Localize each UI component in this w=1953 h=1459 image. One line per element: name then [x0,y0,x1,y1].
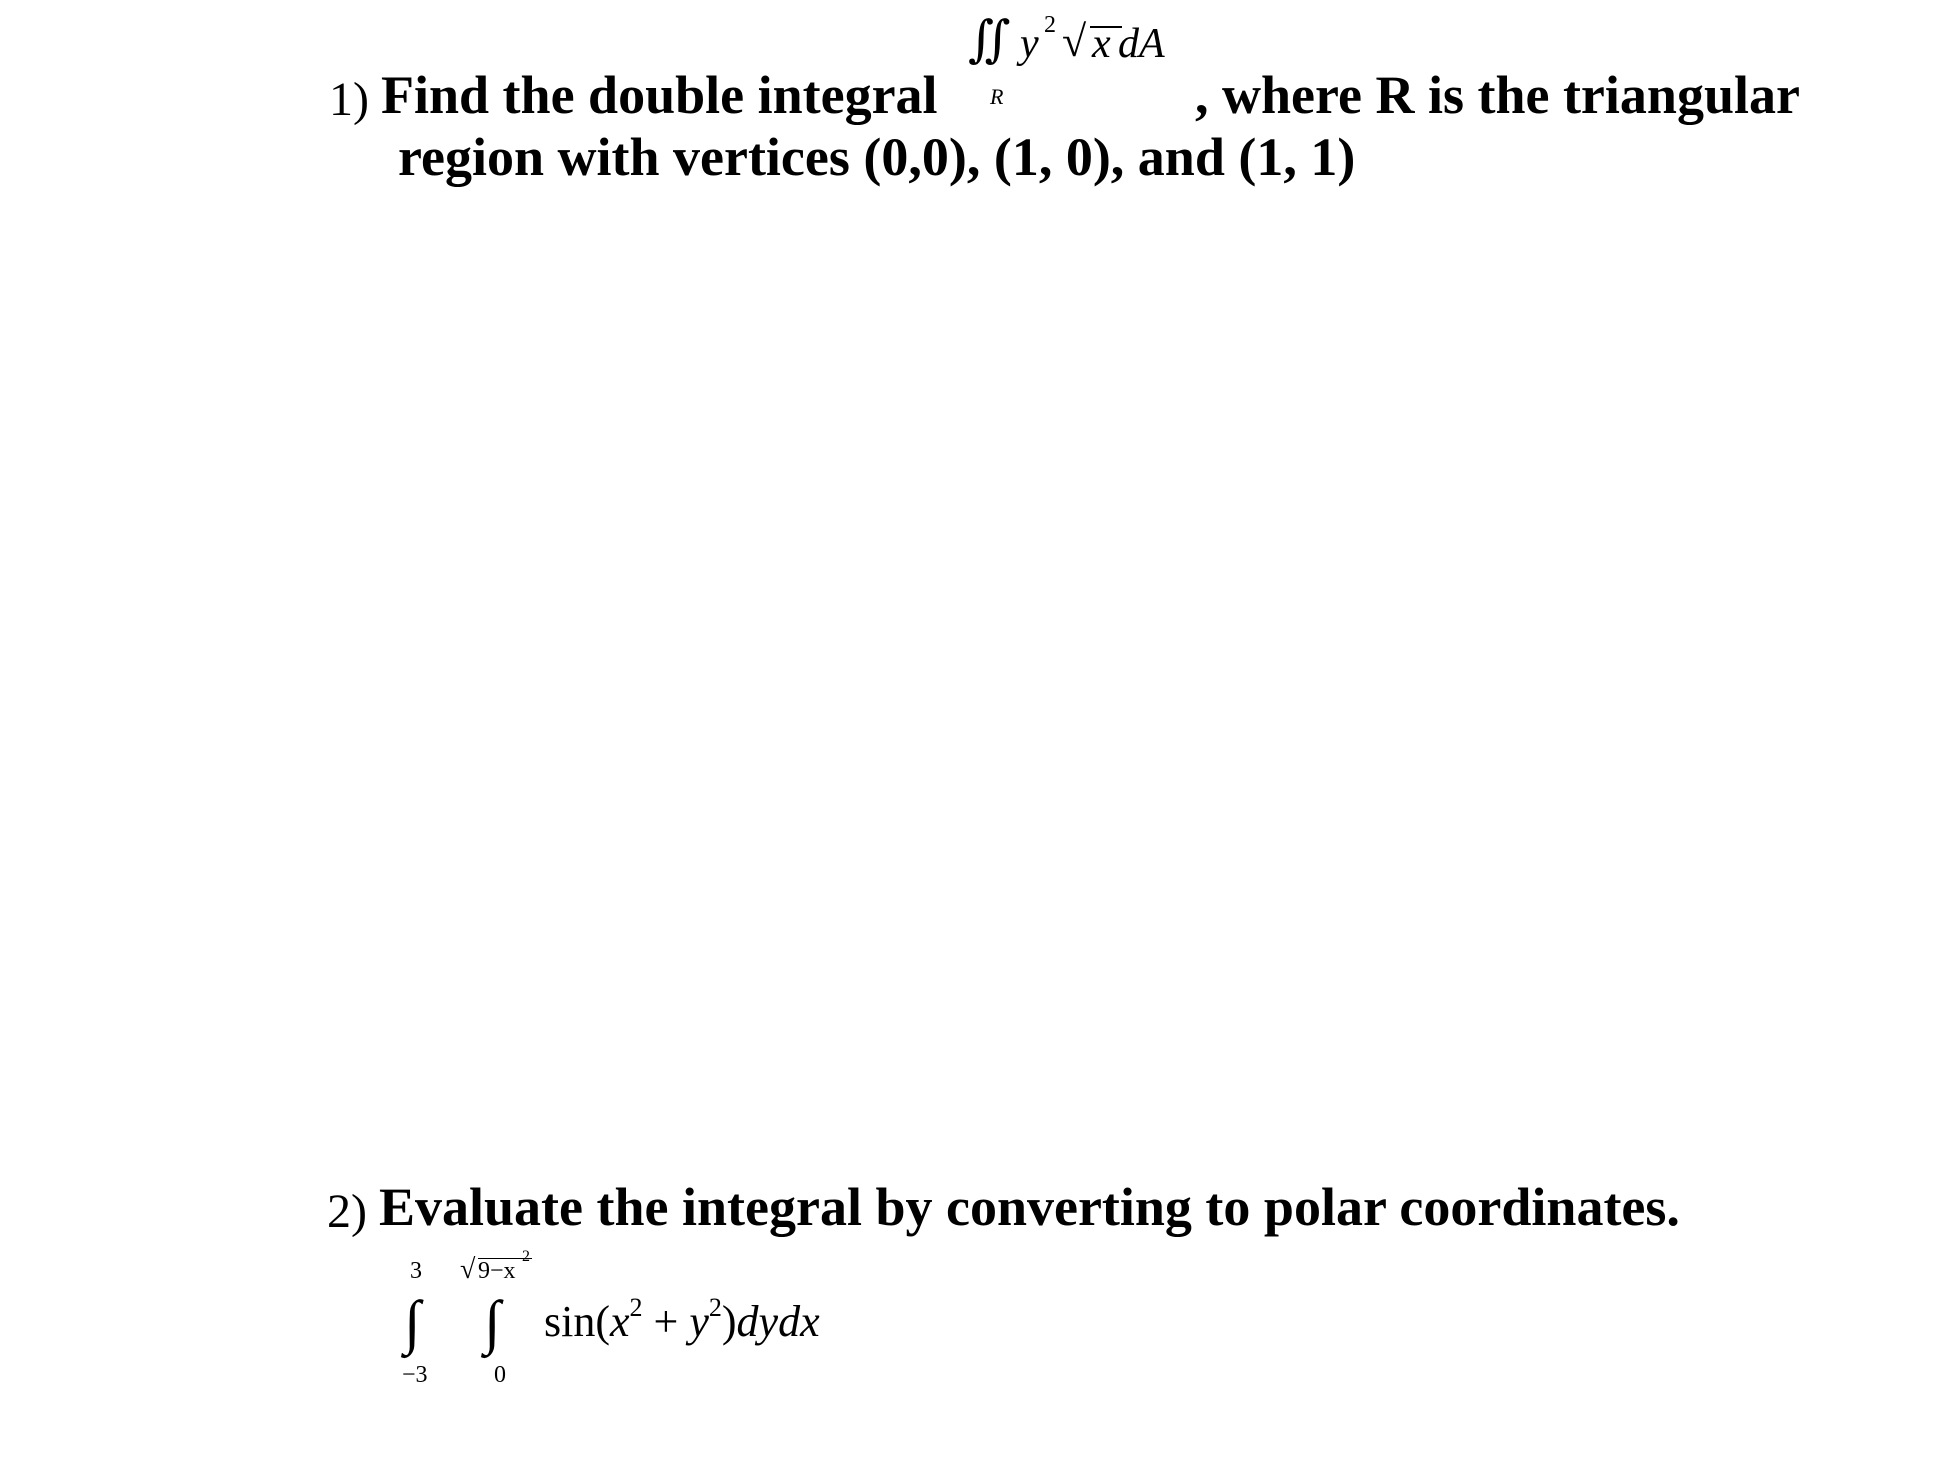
q2-outer-integral-sign: ∫ [404,1289,421,1355]
q2-outer-upper-limit: 3 [410,1258,422,1284]
q1-integral-region: R [990,84,1004,109]
q1-text-before: Find the double integral [381,65,938,125]
q2-inner-upper-radicand: 9−x [478,1258,516,1284]
q2-integrand-close-paren: ) [721,1297,737,1346]
q1-text-after: , where R is the triangular [1195,65,1800,125]
q1-integral [968,10,1188,120]
q1-number: 1) [329,73,369,126]
q1-integral-root-sign: √ [1062,17,1087,66]
q2-inner-upper-exponent: 2 [522,1248,530,1265]
q1-integral-dA: dA [1118,21,1165,67]
q2-text: Evaluate the integral by converting to polar coordinates. [379,1177,1680,1237]
q2-integrand-dydx: dydx [736,1297,820,1346]
q2-integral [396,1244,866,1404]
q2-inner-upper-root-sign: √ [460,1254,476,1285]
q2-inner-integral-sign: ∫ [484,1289,501,1355]
q2-integrand-sin: sin( [544,1297,610,1346]
q2-integrand-x-exponent: 2 [629,1293,643,1322]
q1-integral-y-exponent: 2 [1044,12,1056,38]
q1-line2: region with vertices (0,0), (1, 0), and (1, 1) [398,127,1356,187]
q2-inner-lower-limit: 0 [494,1362,506,1388]
q2-number: 2) [327,1185,367,1238]
q1-double-integral-sign: ∬ [968,11,1011,67]
q2-integrand-y: y [689,1297,709,1346]
q1-integral-x: x [1092,21,1111,67]
q2-integrand-plus: + [642,1297,690,1346]
q2-integrand-x: x [610,1297,630,1346]
q1-integral-y: y [1020,21,1039,67]
q2-outer-lower-limit: −3 [402,1362,428,1388]
q2-integrand-y-exponent: 2 [708,1293,722,1322]
q2-integrand [544,1293,820,1347]
